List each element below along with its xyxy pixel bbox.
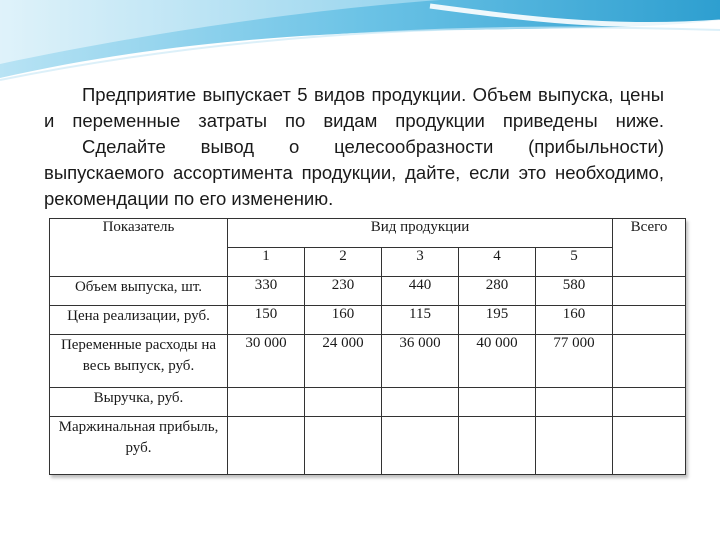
header-product-type: Вид продукции (228, 219, 613, 248)
table-cell (305, 417, 382, 475)
table-cell (536, 388, 613, 417)
product-number: 2 (305, 248, 382, 277)
table-cell: 77 000 (536, 335, 613, 388)
table-cell: 30 000 (228, 335, 305, 388)
product-number: 5 (536, 248, 613, 277)
table-row (50, 306, 686, 335)
row-label: Переменные расходы на весь выпуск, руб. (50, 335, 228, 388)
header-total: Всего (613, 219, 686, 277)
table-cell: 36 000 (382, 335, 459, 388)
table-cell (536, 417, 613, 475)
table-row (50, 335, 686, 388)
table-cell: 150 (228, 306, 305, 335)
table-cell (382, 388, 459, 417)
table-cell (459, 417, 536, 475)
table-cell: 440 (382, 277, 459, 306)
product-number: 1 (228, 248, 305, 277)
row-label: Цена реализации, руб. (50, 306, 228, 335)
table-cell (459, 388, 536, 417)
table-cell (382, 417, 459, 475)
task-paragraph-1: Предприятие выпускает 5 видов продукции. Объем выпуска, цены и переменные затраты по видам продукции приведены ниже. (44, 84, 664, 131)
table-row (50, 417, 686, 475)
table-cell: 230 (305, 277, 382, 306)
header-indicator: Показатель (50, 219, 228, 277)
task-paragraph-2: Сделайте вывод о целесообразности (прибыльности) выпускаемого ассортимента продукции, дайте, если это необходимо, рекомендации по его изменению. (44, 136, 664, 209)
table-cell: 160 (536, 306, 613, 335)
table-cell: 280 (459, 277, 536, 306)
product-number: 4 (459, 248, 536, 277)
table-cell: 580 (536, 277, 613, 306)
table-cell (305, 388, 382, 417)
total-cell (613, 417, 686, 475)
table-cell (228, 417, 305, 475)
total-cell (613, 306, 686, 335)
table-cell: 160 (305, 306, 382, 335)
table-cell: 24 000 (305, 335, 382, 388)
table-cell: 195 (459, 306, 536, 335)
table-cell: 40 000 (459, 335, 536, 388)
row-label: Выручка, руб. (50, 388, 228, 417)
total-cell (613, 277, 686, 306)
total-cell (613, 388, 686, 417)
row-label: Объем выпуска, шт. (50, 277, 228, 306)
table-row (50, 388, 686, 417)
product-number: 3 (382, 248, 459, 277)
decorative-wave-banner (0, 0, 720, 90)
product-table (49, 218, 686, 475)
table-cell (228, 388, 305, 417)
task-description (44, 82, 664, 212)
table-cell: 330 (228, 277, 305, 306)
total-cell (613, 335, 686, 388)
row-label: Маржинальная прибыль, руб. (50, 417, 228, 475)
table-row (50, 277, 686, 306)
table-cell: 115 (382, 306, 459, 335)
